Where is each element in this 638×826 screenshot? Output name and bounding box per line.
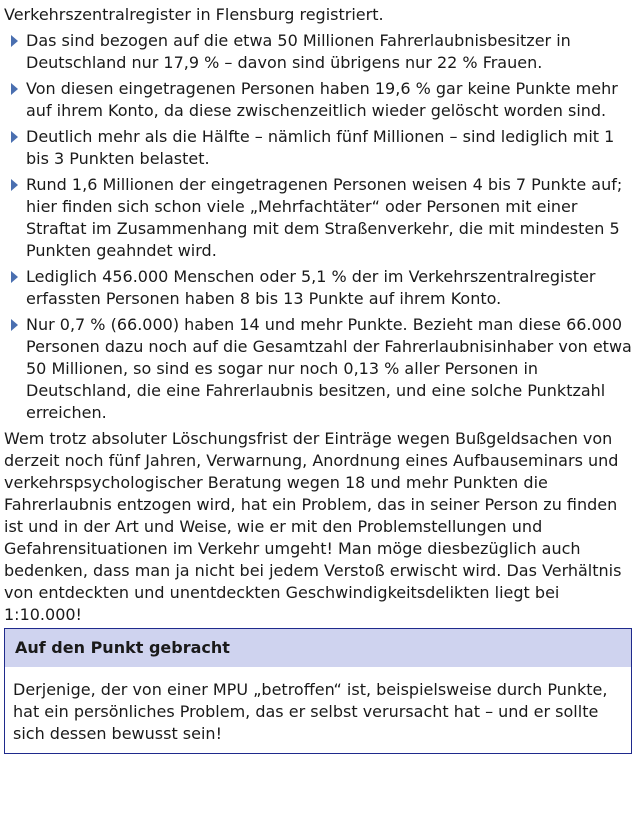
list-item-text: Von diesen eingetragenen Personen haben 19,6 % gar keine Punkte mehr auf ihrem Konto, da diese zwischenzeitlich wieder gelöscht worden sind. <box>26 79 618 120</box>
list-item-text: Nur 0,7 % (66.000) haben 14 und mehr Punkte. Bezieht man diese 66.000 Personen dazu noch auf die Gesamtzahl der Fahrerlaubnisinhaber von etwa 50 Millionen, so sind es sogar nur noch 0,13 % aller Personen in Deutschland, die eine Fahrerlaubnis besitzen, und eine solche Punktzahl erreichen. <box>26 315 632 422</box>
summary-box-title: Auf den Punkt gebracht <box>5 629 631 667</box>
intro-line: Verkehrszentralregister in Flensburg registriert. <box>4 5 384 24</box>
list-item-text: Das sind bezogen auf die etwa 50 Millionen Fahrerlaubnisbesitzer in Deutschland nur 17,9 % – davon sind übrigens nur 22 % Frauen. <box>26 31 571 72</box>
document-page <box>4 0 632 754</box>
bullet-arrow-icon <box>11 179 18 191</box>
bullet-arrow-icon <box>11 35 18 47</box>
summary-box-body: Derjenige, der von einer MPU „betroffen“ ist, beispielsweise durch Punkte, hat ein persönliches Problem, das er selbst verursacht hat – und er sollte sich dessen bewusst sein! <box>13 680 608 743</box>
bullet-arrow-icon <box>11 319 18 331</box>
list-item <box>4 266 632 310</box>
summary-box <box>4 628 632 754</box>
bullet-arrow-icon <box>11 83 18 95</box>
list-item <box>4 174 632 262</box>
list-item <box>4 78 632 122</box>
list-item <box>4 30 632 74</box>
list-item <box>4 314 632 424</box>
list-item-text: Rund 1,6 Millionen der eingetragenen Personen weisen 4 bis 7 Punkte auf; hier finden sich schon viele „Mehrfachtäter“ oder Personen mit einer Straftat im Zusammenhang mit dem Straßenverkehr, die mit mindesten 5 Punkten geahndet wird. <box>26 175 623 260</box>
body-paragraph: Wem trotz absoluter Löschungsfrist der Einträge wegen Bußgeldsachen von derzeit noch fünf Jahren, Verwarnung, Anordnung eines Aufbauseminars und verkehrspsychologischer Beratung wegen 18 und mehr Punkten die Fahrerlaubnis entzogen wird, hat ein Problem, das in seiner Person zu finden ist und in der Art und Weise, wie er mit den Problemstellungen und Gefahrensituationen im Verkehr umgeht! Man möge diesbezüglich auch bedenken, dass man ja nicht bei jedem Verstoß erwischt wird. Das Verhältnis von entdeckten und unentdeckten Geschwindigkeitsdelikten liegt bei 1:10.000! <box>4 429 622 624</box>
list-item-text: Lediglich 456.000 Menschen oder 5,1 % der im Verkehrszentralregister erfassten Personen haben 8 bis 13 Punkte auf ihrem Konto. <box>26 267 596 308</box>
bullet-arrow-icon <box>11 131 18 143</box>
bullet-arrow-icon <box>11 271 18 283</box>
list-item <box>4 126 632 170</box>
statistics-bullet-list <box>4 30 632 424</box>
list-item-text: Deutlich mehr als die Hälfte – nämlich fünf Millionen – sind lediglich mit 1 bis 3 Punkten belastet. <box>26 127 615 168</box>
